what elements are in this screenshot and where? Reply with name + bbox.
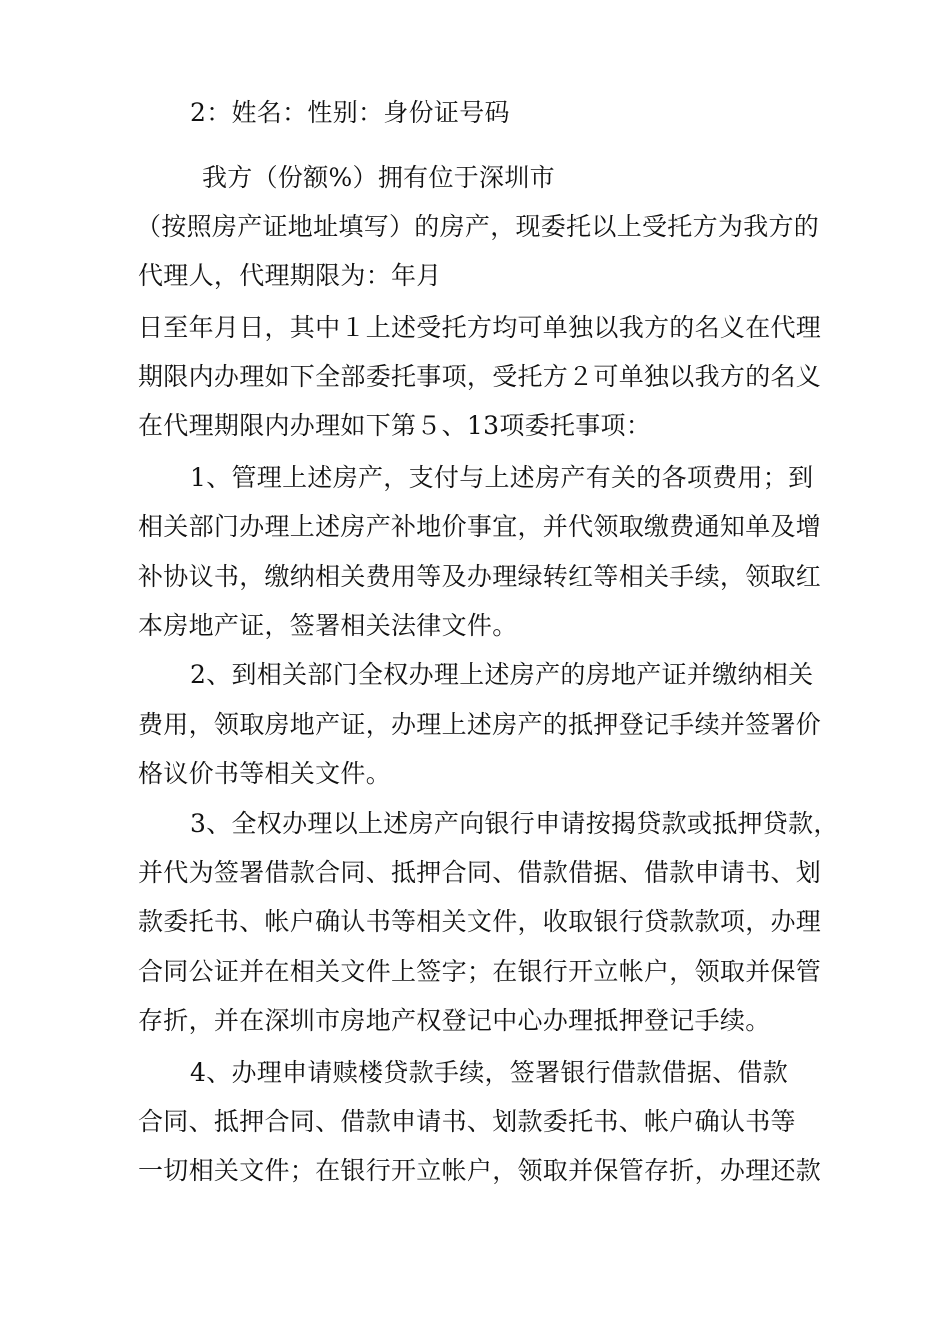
item-2-line-1: 2、到相关部门全权办理上述房产的房地产证并缴纳相关 [190,660,814,689]
item-4-line-2: 合同、抵押合同、借款申请书、划款委托书、帐户确认书等 [138,1107,796,1136]
item-3-line-1: 3、全权办理以上述房产向银行申请按揭贷款或抵押贷款， [190,809,839,838]
line-period-dates: 日至年月日，其中１上述受托方均可单独以我方的名义在代理 [138,313,822,342]
item-2-line-2: 费用，领取房地产证，办理上述房产的抵押登记手续并签署价 [138,710,822,739]
line-property-address: （按照房产证地址填写）的房产，现委托以上受托方为我方的 [136,212,820,241]
line-agent-period: 代理人，代理期限为：年月 [138,261,442,290]
item-4-line-3: 一切相关文件；在银行开立帐户，领取并保管存折，办理还款 [138,1156,822,1185]
item-3-line-4: 合同公证并在相关文件上签字；在银行开立帐户，领取并保管 [138,957,822,986]
item-2-line-3: 格议价书等相关文件。 [138,759,392,788]
item-1-line-3: 补协议书，缴纳相关费用等及办理绿转红等相关手续，领取红 [138,562,822,591]
item-1-line-1: 1、管理上述房产，支付与上述房产有关的各项费用；到 [190,463,814,492]
item-3-line-5: 存折，并在深圳市房地产权登记中心办理抵押登记手续。 [138,1006,771,1035]
item-1-line-4: 本房地产证，签署相关法律文件。 [138,611,518,640]
item-4-line-1: 4、办理申请赎楼贷款手续，签署银行借款借据、借款 [190,1058,789,1087]
line-matters-5-13: 在代理期限内办理如下第５、13项委托事项： [138,411,652,440]
line-share-location: 我方（份额%）拥有位于深圳市 [202,163,555,192]
item-1-line-2: 相关部门办理上述房产补地价事宜，并代领取缴费通知单及增 [138,512,822,541]
item-3-line-2: 并代为签署借款合同、抵押合同、借款借据、借款申请书、划 [138,858,822,887]
line-holder-info: 2：姓名：性别：身份证号码 [190,98,510,127]
item-3-line-3: 款委托书、帐户确认书等相关文件，收取银行贷款款项，办理 [138,907,822,936]
line-all-matters: 期限内办理如下全部委托事项，受托方２可单独以我方的名义 [138,362,822,391]
